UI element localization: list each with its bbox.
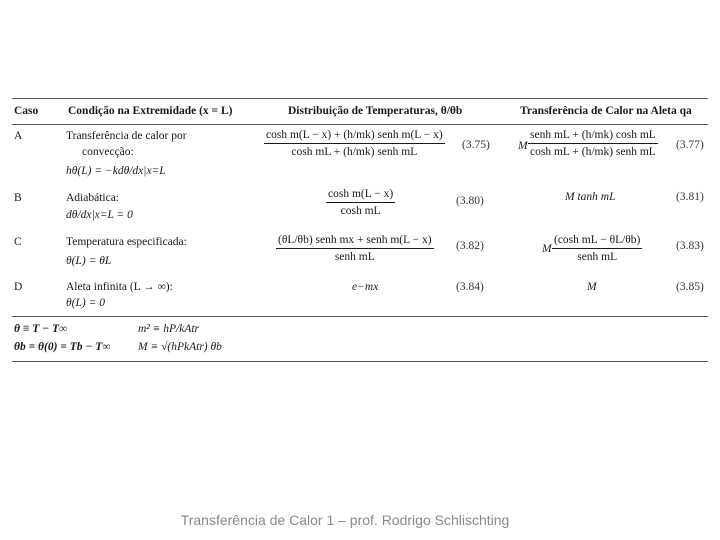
- row-a-transf-eq-number: (3.77): [676, 139, 704, 151]
- definition-theta-b: θb = θ(0) = Tb − T∞: [14, 341, 111, 353]
- definition-M: M ≡ √(hPkAtr) θb: [138, 341, 222, 353]
- row-c-dist-denominator: senh mL: [334, 251, 375, 263]
- row-d-dist-eq-number: (3.84): [456, 281, 484, 293]
- row-c-dist-eq-number: (3.82): [456, 240, 484, 252]
- row-d-transferencia: M: [587, 281, 597, 293]
- row-a-condicao-line1: Transferência de calor por: [66, 130, 187, 142]
- row-c-transf-numerator: (cosh mL − θL/θb): [554, 234, 641, 246]
- row-d-condicao-line2: θ(L) = 0: [66, 297, 105, 309]
- row-c-distribuicao: [276, 233, 434, 264]
- row-c-transf-eq-number: (3.83): [676, 240, 704, 252]
- row-c-transf-denominator: senh mL: [577, 251, 618, 263]
- header-distribuicao: Distribuição de Temperaturas, θ/θb: [288, 105, 463, 117]
- row-b-dist-eq-number: (3.80): [456, 195, 484, 207]
- row-b-dist-denominator: cosh mL: [340, 205, 381, 217]
- row-d-caso: D: [14, 281, 23, 293]
- row-a-transf-numerator: senh mL + (h/mk) cosh mL: [530, 129, 656, 141]
- row-c-condicao-line2: θ(L) = θL: [66, 255, 112, 267]
- header-caso: Caso: [14, 105, 39, 117]
- table-bottom-rule: [12, 361, 708, 362]
- row-b-condicao-line2: dθ/dx|x=L = 0: [66, 209, 133, 221]
- table-definitions-rule: [12, 316, 708, 317]
- row-a-dist-denominator: cosh mL + (h/mk) senh mL: [291, 146, 418, 158]
- row-a-condicao-line2: convecção:: [82, 146, 134, 158]
- table-header-rule: [12, 124, 708, 125]
- table-top-rule: [12, 98, 708, 99]
- row-b-distribuicao: [326, 187, 395, 218]
- row-b-transferencia: M tanh mL: [565, 191, 616, 203]
- row-b-dist-numerator: cosh m(L − x): [328, 188, 394, 200]
- row-a-distribuicao: [264, 128, 445, 159]
- row-a-transferencia: [528, 128, 658, 159]
- header-condicao: Condição na Extremidade (x = L): [68, 105, 233, 117]
- row-a-transf-prefix: M: [518, 140, 528, 152]
- row-a-transf-denominator: cosh mL + (h/mk) senh mL: [530, 146, 656, 158]
- slide-footer: Transferência de Calor 1 – prof. Rodrigo Schlischting: [180, 512, 510, 528]
- row-c-transf-prefix: M: [542, 243, 552, 255]
- row-a-caso: A: [14, 130, 23, 142]
- fraction-bar: [552, 248, 642, 249]
- row-c-condicao-line1: Temperatura especificada:: [66, 236, 187, 248]
- row-a-condicao-line3: hθ(L) = −kdθ/dx|x=L: [66, 165, 166, 177]
- row-c-dist-numerator: (θL/θb) senh mx + senh m(L − x): [278, 234, 432, 246]
- fraction-bar: [276, 248, 434, 249]
- row-a-dist-numerator: cosh m(L − x) + (h/mk) senh m(L − x): [266, 129, 443, 141]
- row-b-transf-eq-number: (3.81): [676, 191, 704, 203]
- row-d-transf-eq-number: (3.85): [676, 281, 704, 293]
- row-c-transferencia: [552, 233, 642, 264]
- row-b-condicao-line1: Adiabática:: [66, 192, 120, 204]
- fraction-bar: [326, 202, 395, 203]
- row-a-dist-eq-number: (3.75): [462, 139, 490, 151]
- row-c-caso: C: [14, 236, 22, 248]
- row-d-condicao-line1: Aleta infinita (L → ∞):: [66, 281, 173, 293]
- fraction-bar: [264, 143, 445, 144]
- row-d-distribuicao: e−mx: [352, 281, 379, 293]
- header-transferencia: Transferência de Calor na Aleta qa: [520, 105, 692, 117]
- row-b-caso: B: [14, 192, 22, 204]
- definition-m-squared: m² ≡ hP/kAtr: [138, 323, 200, 335]
- definition-theta: θ ≡ T − T∞: [14, 323, 68, 335]
- fraction-bar: [528, 143, 658, 144]
